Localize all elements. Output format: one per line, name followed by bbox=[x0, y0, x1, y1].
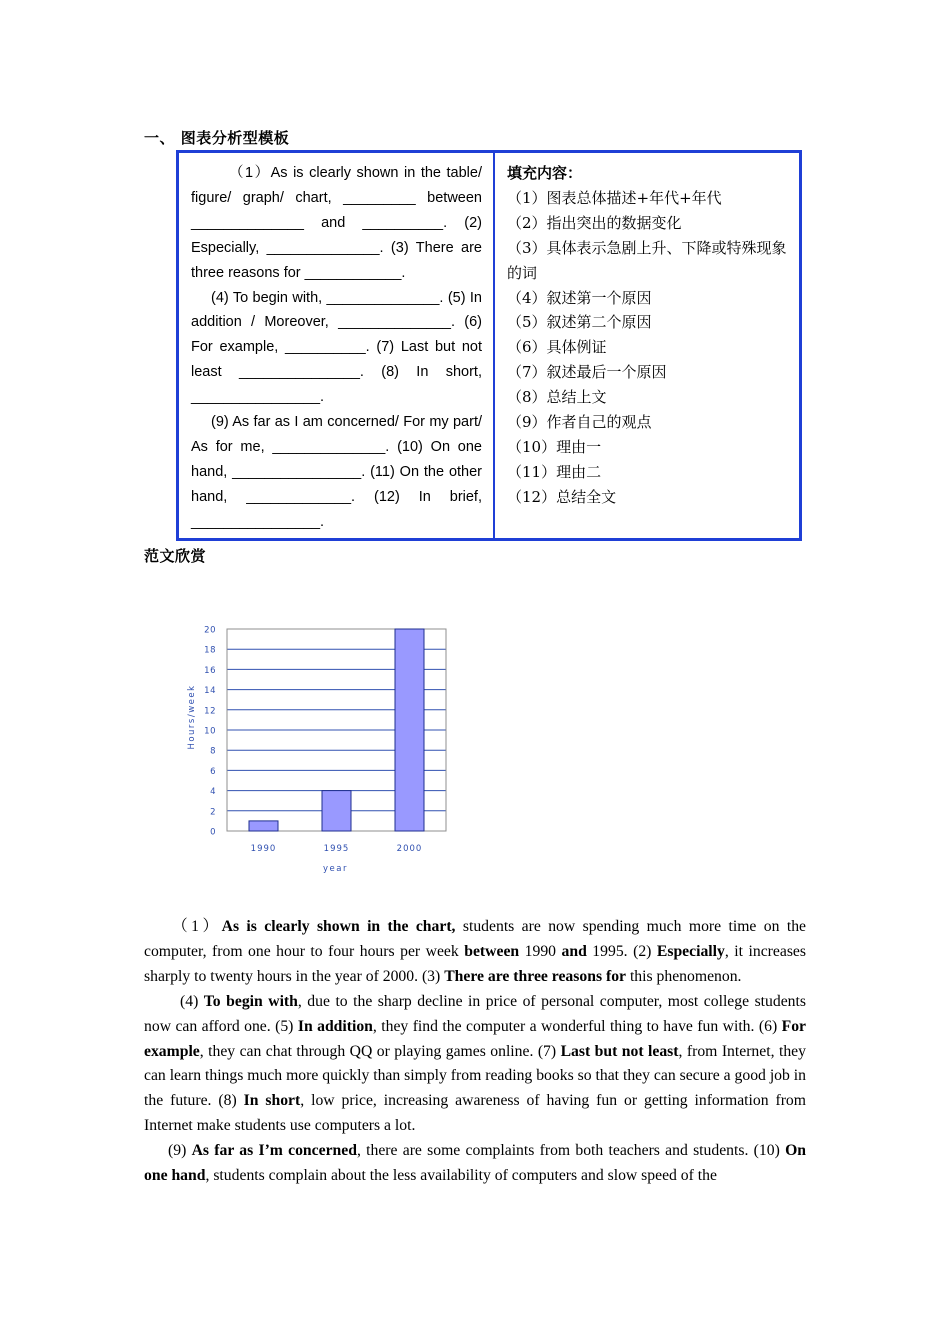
y-tick-label: 18 bbox=[204, 645, 216, 656]
essay-run: , it increases sharply to twenty hours in the year of 2000. (3) bbox=[144, 942, 806, 985]
template-paragraph: (4) To begin with, ______________. (5) In addition / Moreover, ______________. (6) For example, __________. (7) Last but not least _______________. (8) In short, ________________. bbox=[191, 289, 482, 406]
y-tick-label: 14 bbox=[204, 686, 216, 697]
fill-item: （10）理由一 bbox=[507, 437, 602, 456]
essay-run: (4) bbox=[180, 992, 204, 1010]
essay-run: 1995. (2) bbox=[586, 942, 657, 960]
essay-bold-run: between bbox=[464, 942, 520, 960]
essay-run: , due to the sharp decline in price of personal computer, most college students now can afford one. (5) bbox=[144, 992, 806, 1035]
y-tick-label: 2 bbox=[210, 807, 216, 818]
y-tick-label: 8 bbox=[210, 746, 216, 757]
essay-bold-run: On one hand bbox=[144, 1142, 806, 1185]
essay-bold-run: In short bbox=[243, 1092, 301, 1110]
essay-run: , they find the computer a wonderful thing to have fun with. (6) bbox=[372, 1017, 782, 1035]
fill-content-title: 填充内容： bbox=[507, 164, 583, 182]
essay-run: students are now spending much more time on the computer, from one hour to four hours per week bbox=[144, 918, 806, 960]
template-right-cell bbox=[495, 153, 799, 538]
essay-run: this phenomenon. bbox=[626, 967, 742, 985]
y-tick-label: 16 bbox=[204, 665, 216, 676]
essay-paragraph bbox=[144, 915, 806, 990]
essay-bold-run: and bbox=[561, 942, 587, 960]
template-table bbox=[176, 150, 802, 541]
y-tick-label: 12 bbox=[204, 706, 216, 717]
essay-run: , from Internet, they can learn things much more quickly than simply from reading books so that they can secure a good job in the future. (8) bbox=[144, 1042, 806, 1110]
y-tick-label: 0 bbox=[210, 827, 216, 838]
sample-heading: 范文欣赏 bbox=[144, 547, 207, 565]
essay-paragraph bbox=[144, 990, 806, 1139]
essay-run: , there are some complaints from both teachers and students. (10) bbox=[356, 1142, 786, 1160]
fill-item: （5）叙述第二个原因 bbox=[507, 313, 652, 332]
fill-item: （8）总结上文 bbox=[507, 388, 607, 407]
essay-bold-run: Especially bbox=[656, 942, 725, 960]
template-paragraph: (9) As far as I am concerned/ For my part/ As for me, ______________. (10) On one hand, ________________. (11) On the other hand, _____________. (12) In brief, ________________. bbox=[191, 414, 482, 530]
sample-essay bbox=[144, 915, 806, 1189]
bar bbox=[249, 821, 278, 831]
fill-item: （7）叙述最后一个原因 bbox=[507, 363, 667, 382]
bar bbox=[395, 629, 424, 831]
y-tick-label: 4 bbox=[210, 787, 216, 798]
essay-bold-run: Last but not least bbox=[560, 1042, 679, 1060]
essay-run: 1990 bbox=[519, 942, 562, 960]
essay-run: （1） bbox=[172, 918, 222, 935]
template-left-cell bbox=[179, 153, 495, 538]
essay-bold-run: For example bbox=[144, 1017, 806, 1060]
essay-run: , low price, increasing awareness of having fun or getting information from Internet make students use computers a lot. bbox=[144, 1092, 806, 1135]
essay-bold-run: There are three reasons for bbox=[444, 967, 627, 985]
bar bbox=[322, 791, 351, 831]
essay-run: (9) bbox=[168, 1142, 192, 1160]
template-paragraph: （1）As is clearly shown in the table/ figure/ graph/ chart, _________ between ______________ and __________. (2) Especially, ______________. (3) There are three reasons for ____________. bbox=[191, 165, 482, 281]
essay-bold-run: In addition bbox=[297, 1017, 373, 1035]
essay-run: , they can chat through QQ or playing games online. (7) bbox=[199, 1042, 561, 1060]
x-tick-label: 2000 bbox=[396, 844, 423, 854]
x-tick-label: 1990 bbox=[250, 844, 277, 854]
essay-bold-run: As is clearly shown in the chart, bbox=[221, 918, 456, 935]
x-tick-label: 1995 bbox=[323, 844, 350, 854]
fill-item: （2）指出突出的数据变化 bbox=[507, 213, 682, 232]
bar-chart bbox=[182, 618, 462, 880]
fill-item: （12）总结全文 bbox=[507, 487, 617, 506]
fill-item: （11）理由二 bbox=[507, 462, 602, 481]
fill-item: （3）具体表示急剧上升、下降或特殊现象的词 bbox=[507, 238, 787, 282]
fill-item: （6）具体例证 bbox=[507, 338, 607, 357]
template-heading: 一、 图表分析型模板 bbox=[144, 129, 290, 147]
fill-item: （9）作者自己的观点 bbox=[507, 413, 652, 432]
fill-item: （4）叙述第一个原因 bbox=[507, 288, 652, 307]
y-tick-label: 20 bbox=[204, 625, 216, 636]
essay-bold-run: As far as I’m concerned bbox=[191, 1142, 357, 1160]
y-axis-label: Hours/week bbox=[187, 684, 197, 750]
fill-item: （1）图表总体描述+年代+年代 bbox=[507, 188, 722, 207]
essay-run: , students complain about the less availability of computers and slow speed of the bbox=[205, 1167, 717, 1185]
essay-paragraph bbox=[144, 1139, 806, 1189]
y-tick-label: 10 bbox=[204, 726, 216, 737]
y-tick-label: 6 bbox=[210, 766, 216, 777]
x-axis-label: year bbox=[323, 864, 348, 874]
essay-bold-run: To begin with bbox=[203, 992, 298, 1010]
